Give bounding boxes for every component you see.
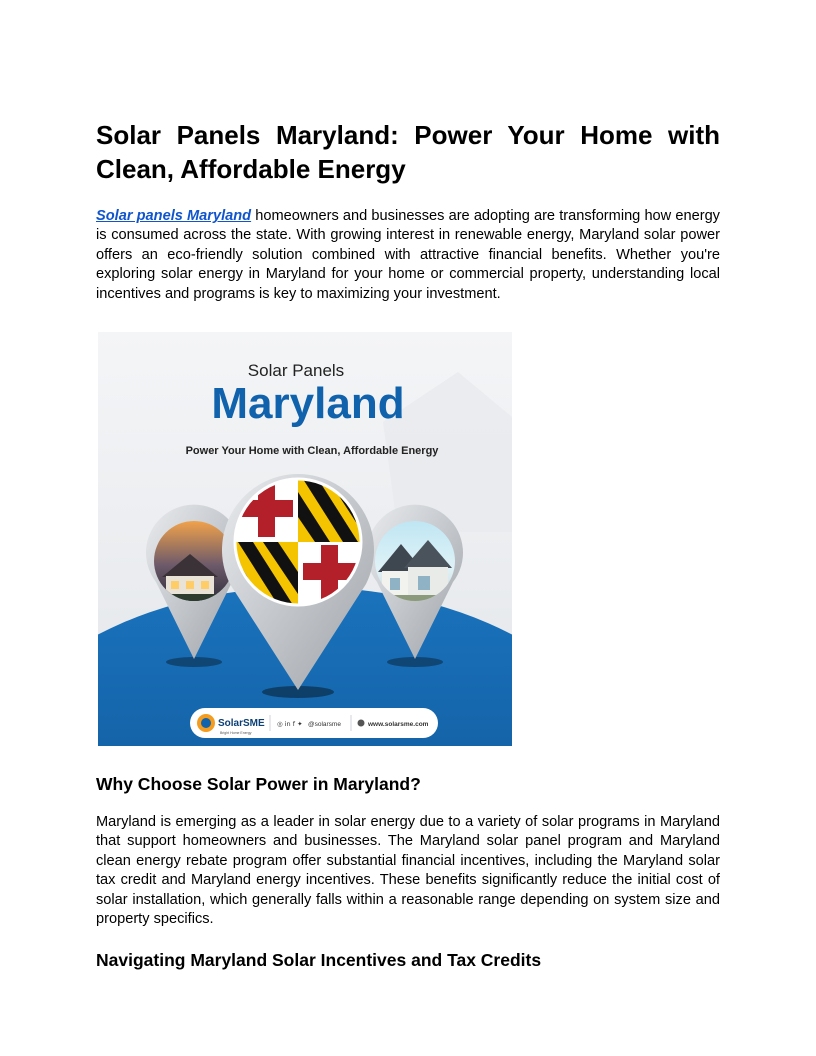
brand-tagline: Bright Home Energy (220, 731, 252, 736)
banner-subtitle: Power Your Home with Clean, Affordable Energy (185, 445, 439, 458)
website: www.solarsme.com (368, 721, 429, 729)
intro-text: homeowners and businesses are adopting are transforming how energy is consumed across the state. With growing interest in renewable energy, Maryland solar power offers an eco-friendly solution combined with attractive financial benefits. Whether you're exploring solar energy in Maryland for your home or commercial property, understanding local incentives and programs is key to maximizing your investment. (96, 208, 720, 302)
social-handle: @solarsme (308, 721, 341, 729)
intro-paragraph (96, 207, 720, 304)
section-body-why-solar: Maryland is emerging as a leader in solar energy due to a variety of solar programs in Maryland that support homeowners and businesses. The Maryland solar panel program and Maryland clean energy rebate program offer substantial financial incentives, including the Maryland solar tax credit and Maryland energy incentives. These benefits significantly reduce the initial cost of solar installation, which generally falls within a reasonable range depending on system size and property specifics. (96, 814, 720, 928)
section-heading-why-solar: Why Choose Solar Power in Maryland? (96, 774, 421, 795)
brand-name: SolarSME (218, 718, 265, 730)
social-icons: ◎ in f ✦ (277, 720, 303, 729)
banner-graphic (98, 332, 512, 746)
document-page (96, 118, 720, 971)
banner-image (98, 332, 512, 746)
document-title: Solar Panels Maryland: Power Your Home with Clean, Affordable Energy (96, 120, 720, 184)
intro-link[interactable]: Solar panels Maryland (96, 208, 252, 224)
brand-footer-bar (190, 708, 438, 738)
banner-title-small: Solar Panels (247, 361, 345, 381)
section-heading-incentives: Navigating Maryland Solar Incentives and Tax Credits (96, 950, 542, 971)
globe-icon (358, 720, 365, 727)
banner-title-big: Maryland (211, 379, 405, 429)
